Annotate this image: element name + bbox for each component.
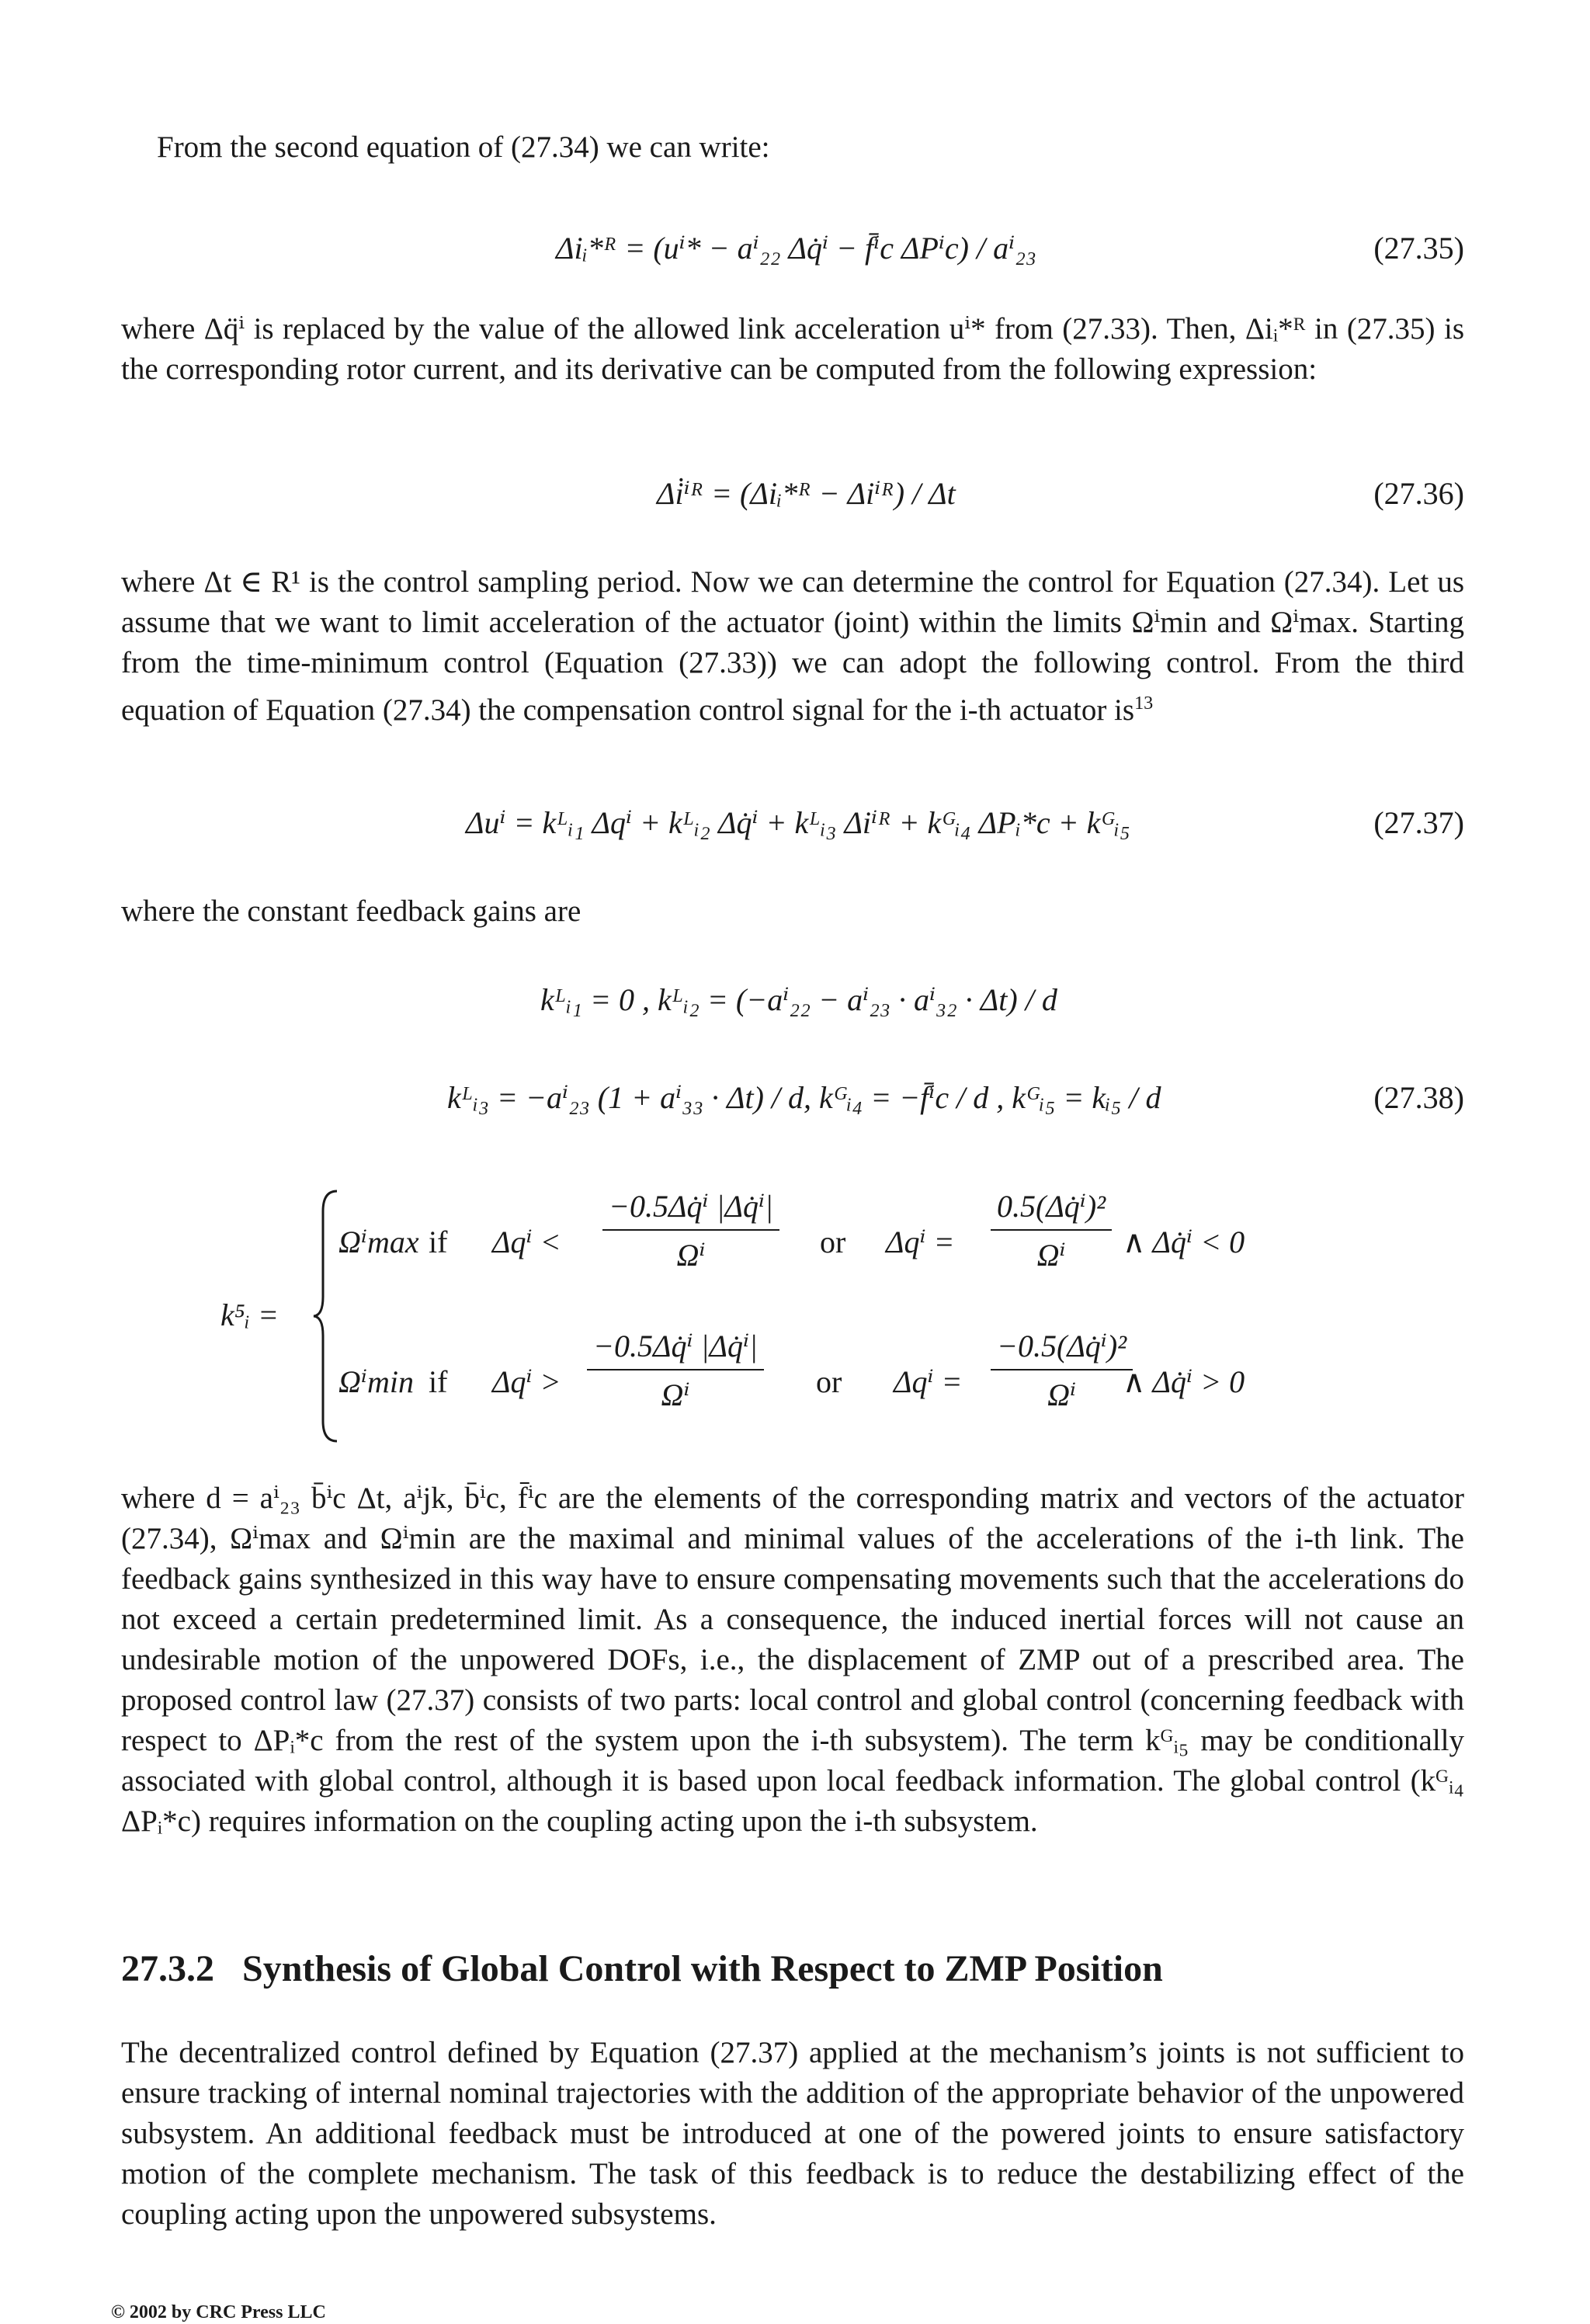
- paragraph-text: where Δt ∈ R¹ is the control sampling period. Now we can determine the control for Equation (27.34). Let us assume that we want to limit acceleration of the actuator (joint) within the limits Ωⁱmin and Ωⁱmax. Starting from the time-minimum control (Equation (27.33)) we can adopt the following control. From the third equation of Equation (27.34) the compensation control signal for the i-th actuator is: [121, 565, 1464, 727]
- fraction-numerator: −0.5Δq̇ⁱ |Δq̇ⁱ|: [587, 1328, 764, 1370]
- fraction-denominator: Ωⁱ: [661, 1377, 690, 1412]
- equation-27-36: [121, 475, 1464, 522]
- case-max-condition-2: Δqⁱ =: [886, 1225, 955, 1259]
- piecewise-lhs: k⁵ᵢ =: [220, 1297, 279, 1332]
- case-max-fraction-2: [991, 1188, 1112, 1273]
- equation-body: kᴸᵢ₃ = −aⁱ₂₃ (1 + aⁱ₃₃ · Δt) / d, kᴳᵢ₄ = −f̄ⁱc / d , kᴳᵢ₅ = kᵢ₅ / d: [447, 1080, 1161, 1115]
- equation-27-38a: [121, 981, 1464, 1028]
- paragraph-discussion: where d = aⁱ₂₃ b̄ⁱc Δt, aⁱjk, b̄ⁱc, f̄ⁱc are the elements of the corresponding matrix and vectors of the actuator (27.34), Ωⁱmax and Ωⁱmin are the maximal and minimal values of the accelerations of the i-th link. The feedback gains synthesized in this way have to ensure compensating movements such that the accelerations do not exceed a certain predetermined limit. As a consequence, the induced inertial forces will not cause an undesirable motion of the unpowered DOFs, i.e., the displacement of ZMP out of a prescribed area. The proposed control law (27.37) consists of two parts: local control and global control (concerning feedback with respect to ΔPᵢ*c from the rest of the system upon the i-th subsystem). The term kᴳᵢ₅ may be conditionally associated with global control, although it is based upon local feedback information. The global control (kᴳᵢ₄ ΔPᵢ*c) requires information on the coupling acting upon the i-th subsystem.: [121, 1482, 1464, 1838]
- section-heading: [121, 1947, 1163, 1990]
- equation-number: (27.36): [1373, 476, 1464, 511]
- case-min-if: if: [429, 1364, 448, 1399]
- case-max-or: or: [820, 1225, 846, 1259]
- equation-27-38b: [121, 1079, 1464, 1126]
- case-min-tail: ∧ Δq̇ⁱ > 0: [1123, 1364, 1245, 1399]
- left-brace-icon: [311, 1188, 342, 1444]
- case-max-condition: Δqⁱ <: [492, 1225, 561, 1259]
- paragraph-rotor-current: where Δq̈ⁱ is replaced by the value of the allowed link acceleration uⁱ* from (27.33). Then, Δiᵢ*ᴿ in (27.35) is the corresponding rotor current, and its derivative can be computed from the following expression:: [121, 312, 1464, 386]
- paragraph-control-sampling: [121, 562, 1464, 731]
- equation-number: (27.35): [1373, 231, 1464, 266]
- case-min-condition-2: Δqⁱ =: [894, 1364, 963, 1399]
- paragraph-feedback-gains: where the constant feedback gains are: [121, 895, 581, 928]
- case-min-value: Ωⁱmin: [338, 1364, 414, 1399]
- case-min-condition: Δqⁱ >: [492, 1364, 561, 1399]
- case-min-or: or: [816, 1364, 842, 1399]
- paragraph-intro: From the second equation of (27.34) we can write:: [157, 130, 770, 164]
- equation-27-35: [121, 230, 1464, 276]
- equation-27-37: [121, 804, 1464, 851]
- fraction-denominator: Ωⁱ: [1036, 1238, 1066, 1273]
- paragraph-decentralized-control: The decentralized control defined by Equation (27.37) applied at the mechanism’s joints is not sufficient to ensure tracking of internal nominal trajectories with the addition of the appropriate behavior of the unpowered subsystem. An additional feedback must be introduced at one of the powered joints to ensure satisfactory motion of the complete mechanism. The task of this feedback is to reduce the destabilizing effect of the coupling acting upon the unpowered subsystems.: [121, 2036, 1464, 2231]
- case-max-if: if: [429, 1225, 448, 1259]
- section-number: 27.3.2: [121, 1948, 214, 1989]
- case-min-fraction-1: [587, 1328, 764, 1413]
- footnote-ref: 13: [1134, 693, 1154, 714]
- fraction-numerator: −0.5Δq̇ⁱ |Δq̇ⁱ|: [602, 1188, 779, 1231]
- case-max-value: Ωⁱmax: [338, 1225, 419, 1259]
- fraction-denominator: Ωⁱ: [676, 1238, 706, 1273]
- fraction-numerator: −0.5(Δq̇ⁱ)²: [991, 1328, 1133, 1370]
- equation-number: (27.37): [1373, 805, 1464, 840]
- equation-body: Δiᵢ*ᴿ = (uⁱ* − aⁱ₂₂ Δq̇ⁱ − f̄ⁱc ΔPⁱc) / aⁱ₂₃: [556, 231, 1036, 266]
- equation-number: (27.38): [1373, 1080, 1464, 1115]
- fraction-numerator: 0.5(Δq̇ⁱ)²: [991, 1188, 1112, 1231]
- case-min-fraction-2: [991, 1328, 1133, 1413]
- case-max-fraction-1: [602, 1188, 779, 1273]
- section-title: Synthesis of Global Control with Respect to ZMP Position: [242, 1948, 1163, 1989]
- equation-body: kᴸᵢ₁ = 0 , kᴸᵢ₂ = (−aⁱ₂₂ − aⁱ₂₃ · aⁱ₃₂ · Δt) / d: [540, 982, 1057, 1017]
- piecewise-equation: [121, 1188, 1464, 1444]
- equation-body: Δuⁱ = kᴸᵢ₁ Δqⁱ + kᴸᵢ₂ Δq̇ⁱ + kᴸᵢ₃ Δiⁱᴿ + kᴳᵢ₄ ΔPᵢ*c + kᴳᵢ₅: [466, 805, 1130, 840]
- equation-body: Δi̇ⁱᴿ = (Δiᵢ*ᴿ − Δiⁱᴿ) / Δt: [657, 476, 956, 511]
- case-max-tail: ∧ Δq̇ⁱ < 0: [1123, 1225, 1245, 1259]
- fraction-denominator: Ωⁱ: [1047, 1377, 1077, 1412]
- copyright-footer: © 2002 by CRC Press LLC: [111, 2302, 326, 2322]
